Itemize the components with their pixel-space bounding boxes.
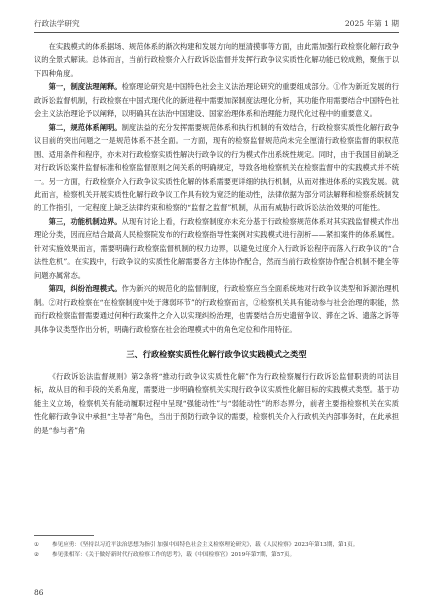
footnote-text: 参见应勇：《坚持以习近平法治思想为指引 加强中国特色社会主义检察理论研究》，载《人民检察》2023年第13期，第1页。 <box>52 542 359 548</box>
body-paragraph-4: 第三，功能机制边界。从现有讨论上看，行政检察制度亦未充分基于行政检察规范体系对其实践监督模式作出理论分类，因而应结合最高人民检察院发布的行政检察指导性案例对实践模式进行剖析——紧扣案件的体系属性。针对实施效果而言，需要明确行政检察监督机制的权力边界，以避免过度介入行政诉讼程序而落入行政争议的“合法性危机”。在实践中，行政争议的实质性化解需要各方主体协作配合，然而当前行政检察协作配合机制不健全等问题亦属常态。 <box>34 216 400 280</box>
footnote-2 <box>34 550 399 560</box>
body-paragraph-6: 《行政诉讼法监督规则》第2条将“推动行政争议实质性化解”作为行政检察履行行政诉讼监督职责的司法目标，故从目的和手段的关系角度，需要进一步明确检察机关实现行政争议实质性化解目标的实践模式类型。基于功能主义立场，检察机关有能动履职过程中呈现“强能动性”与“弱能动性”的形态界分，前者主要指检察机关在实质性化解行政争议中承担“主导者”角色，当出于预防行政争议的需要，检察机关介入行政机关内部事务时，在此承担的是“参与者”角 <box>34 371 400 435</box>
paragraph-lead: 第三，功能机制边界。 <box>48 216 122 226</box>
paragraph-lead: 第四，纠纷治理模式。 <box>48 284 122 294</box>
body-paragraph-1: 在实践模式的体系据场、规范体系的渐次构建和发展方向的厘清摸事等方面，由此需加强行政检察化解行政争议的全景式解读。总体而言，当前行政检察介入行政诉讼监督并发挥行政争议实质性化解功能已较成熟，聚焦于以下四种角度。 <box>34 42 399 78</box>
body-paragraph-5: 第四，纠纷治理模式。作为新兴的规范化的监督制度，行政检察应当全面系统地对行政争议类型和诉源治理机制。②对行政检察在“在检察制度中处于薄弱环节”的行政检察而言，②检察机关具有能动参与社会治理的职能，然而行政检察监督需要通过何种行政案件之介入以实现纠纷治理，也需要结合历史遗留争议、滞在之诉、遗落之诉等具体争议类型作出分析，明确行政检察在社会治理模式中的角色定位和作用特征。 <box>34 284 400 334</box>
footnote-mark: ② <box>34 552 40 558</box>
footnote-text: 参见张相军：《关于做好新时代行政检察工作的思考》，载《中国检察官》2019年第7期，第57页。 <box>52 552 296 558</box>
journal-title: 行政法学研究 <box>34 19 80 28</box>
page-number: 86 <box>34 588 44 597</box>
section-heading: 三、行政检察实质性化解行政争议实践模式之类型 <box>126 348 307 359</box>
main-text <box>34 40 399 437</box>
issue-label: 2025 年第 1 期 <box>344 19 399 28</box>
paragraph-lead: 第一，制度法理阐释。 <box>48 82 122 92</box>
footnotes <box>34 540 399 560</box>
running-header <box>34 18 399 33</box>
footnote-mark: ① <box>34 542 40 548</box>
body-paragraph-2: 第一，制度法理阐释。检察理论研究是中国特色社会主义法治理论研究的重要组成部分。①作为新近发展的行政诉讼监督机制，行政检察在中国式现代化的新进程中需要加深制度法理化分析，其功能作用需要结合中国特色社会主义法治理论予以阐释，以明确其在法治中国建设、国家治理体系和治理能力现代化过程中的重要意义。 <box>34 82 400 119</box>
footnote-1 <box>34 540 399 550</box>
footnote-divider <box>34 535 94 536</box>
paragraph-lead: 第二，规范体系阐明。 <box>48 122 122 132</box>
body-paragraph-3: 第二，规范体系阐明。制度法益的充分发挥需要规范体系和执行机制的有效结合，行政检察实质性化解行政争议目前的突出问题之一是规范体系不甚全面。一方面，现有的检察监督规范尚未完全厘清行政检察监督的职权范围、适用条件和程序，亦未对行政检察实质性解决行政争议的行为模式作出系统性规定。同时，由于我国目前缺乏对行政诉讼案件监督标准和检察监督原则之间关系的明确规定，导致各地检察机关在检察监督中的实践模式并不统一。另一方面，行政检察介入行政争议实质性化解的体系需要更详细的执行机制，从而对推进体系的实践发展。就此而言，检察机关开展实质性化解行政争议工作具有较为宽泛的能动性，法律依据为部分司法解释和检察系统制发的工作指引，一定程度上缺乏法律约束和检察的“监督之监督”机制，从而有威胁行政诉讼法治效果的可能性。 <box>34 122 400 213</box>
